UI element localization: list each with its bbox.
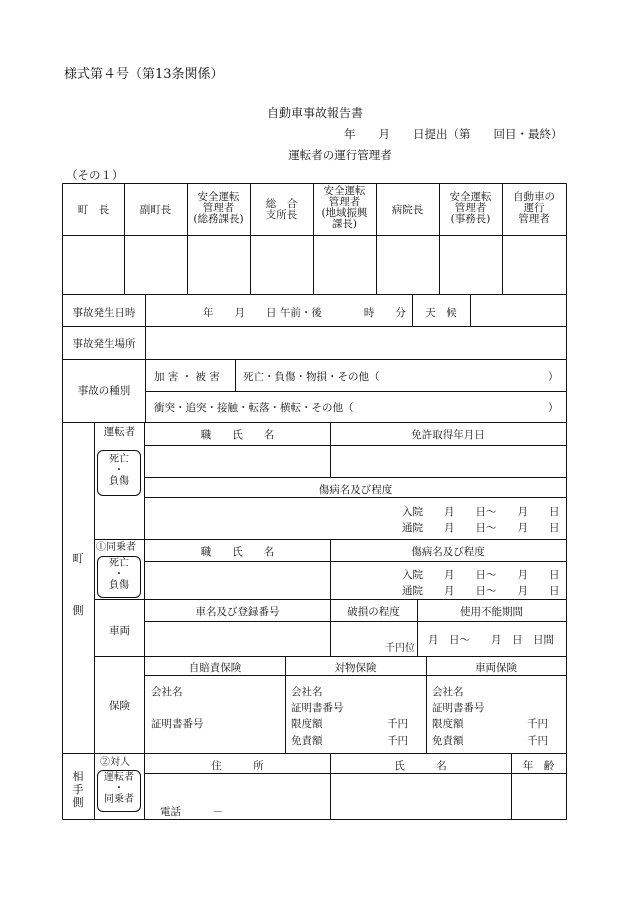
form-number: 様式第４号（第13条関係） bbox=[64, 67, 224, 82]
approver-7: 自動車の 運行 管理者 bbox=[513, 191, 555, 225]
damage-unit: 千円位 bbox=[385, 643, 415, 654]
form-subtitle: 運転者の運行管理者 bbox=[288, 148, 392, 162]
party-label: ②対人 bbox=[100, 757, 130, 768]
driver-name-label: 職 氏 名 bbox=[200, 429, 275, 441]
unusable-label: 使用不能期間 bbox=[460, 606, 523, 618]
town-side-label: 町 側 bbox=[72, 552, 84, 617]
type-label: 事故の種別 bbox=[77, 385, 131, 397]
datetime-value: 年 月 日 午前・後 時 分 bbox=[203, 307, 406, 319]
passenger-hosp-out: 通院 月 日〜 月 日 bbox=[402, 585, 560, 597]
address-label: 住 所 bbox=[211, 760, 264, 772]
approver-5: 病院長 bbox=[391, 204, 424, 216]
approver-0: 町 長 bbox=[77, 204, 110, 216]
part-number: （その１） bbox=[66, 168, 124, 182]
form-title: 自動車事故報告書 bbox=[266, 106, 363, 120]
vehicle-reg-label: 車名及び登録番号 bbox=[195, 606, 280, 618]
taibutsu-deductible-unit: 千円 bbox=[387, 735, 408, 747]
unusable-value: 月 日〜 月 日 日間 bbox=[428, 634, 554, 646]
driver-label: 運転者 bbox=[103, 426, 136, 438]
driver-injury-label: 傷病名及び程度 bbox=[318, 484, 393, 496]
submission-date: 年 月 日提出（第 回目・最終） bbox=[344, 127, 563, 141]
approver-1: 副町長 bbox=[139, 204, 172, 216]
place-label: 事故発生場所 bbox=[72, 338, 136, 350]
taibutsu-limit-unit: 千円 bbox=[387, 718, 408, 730]
sharyo-deductible-unit: 千円 bbox=[527, 735, 548, 747]
type-b-close: ） bbox=[548, 371, 559, 383]
passenger-status: 死亡 ・ 負傷 bbox=[109, 558, 129, 591]
sharyo-limit-unit: 千円 bbox=[527, 718, 548, 730]
sharyo-deductible: 免責額 bbox=[432, 735, 464, 747]
jibai-cert: 証明書番号 bbox=[151, 718, 204, 730]
approver-4: 安全運転 管理者 (地域振興 課長) bbox=[321, 185, 368, 230]
driver-hosp-out: 通院 月 日〜 月 日 bbox=[402, 522, 560, 534]
other-side-label: 相 手 側 bbox=[72, 770, 84, 809]
sharyo-cert: 証明書番号 bbox=[432, 702, 485, 714]
driver-hosp-in: 入院 月 日〜 月 日 bbox=[402, 506, 560, 518]
passenger-hosp-in: 入院 月 日〜 月 日 bbox=[402, 569, 560, 581]
ins-jibai-label: 自賠責保険 bbox=[188, 662, 242, 674]
age-label: 年 齢 bbox=[522, 760, 555, 772]
phone-label: 電話 － bbox=[160, 806, 223, 818]
approver-2: 安全運転 管理者 (総務課長) bbox=[193, 191, 244, 225]
taibutsu-deductible: 免責額 bbox=[291, 735, 323, 747]
taibutsu-cert: 証明書番号 bbox=[291, 702, 344, 714]
type-c: 衝突・追突・接触・転落・横転・その他（ bbox=[154, 402, 354, 414]
sharyo-company: 会社名 bbox=[432, 686, 464, 698]
approver-3: 総 合 支所長 bbox=[265, 198, 298, 221]
insurance-label: 保険 bbox=[109, 700, 130, 712]
driver-status: 死亡 ・ 負傷 bbox=[109, 454, 129, 487]
passenger-injury-label: 傷病名及び程度 bbox=[411, 546, 485, 558]
passenger-label: ①同乗者 bbox=[96, 542, 136, 553]
taibutsu-limit: 限度額 bbox=[291, 718, 323, 730]
weather-label: 天 候 bbox=[425, 307, 457, 319]
approver-6: 安全運転 管理者 (事務長) bbox=[449, 191, 492, 225]
vehicle-label: 車両 bbox=[109, 625, 130, 637]
jibai-company: 会社名 bbox=[151, 686, 183, 698]
passenger-name-label: 職 氏 名 bbox=[200, 546, 275, 558]
license-label: 免許取得年月日 bbox=[411, 429, 485, 441]
datetime-label: 事故発生日時 bbox=[72, 307, 136, 319]
type-b: 死亡・負傷・物損・その他（ bbox=[243, 371, 380, 383]
ins-taibutsu-label: 対物保険 bbox=[334, 662, 377, 674]
taibutsu-company: 会社名 bbox=[291, 686, 323, 698]
ins-sharyo-label: 車両保険 bbox=[475, 662, 517, 674]
other-name-label: 氏 名 bbox=[394, 760, 447, 772]
party-status: 運転者 ・ 同乗者 bbox=[104, 772, 134, 805]
sharyo-limit: 限度額 bbox=[432, 718, 464, 730]
type-a: 加 害 ・ 被 害 bbox=[154, 371, 220, 383]
type-c-close: ） bbox=[548, 402, 559, 414]
damage-label: 破損の程度 bbox=[347, 606, 400, 618]
